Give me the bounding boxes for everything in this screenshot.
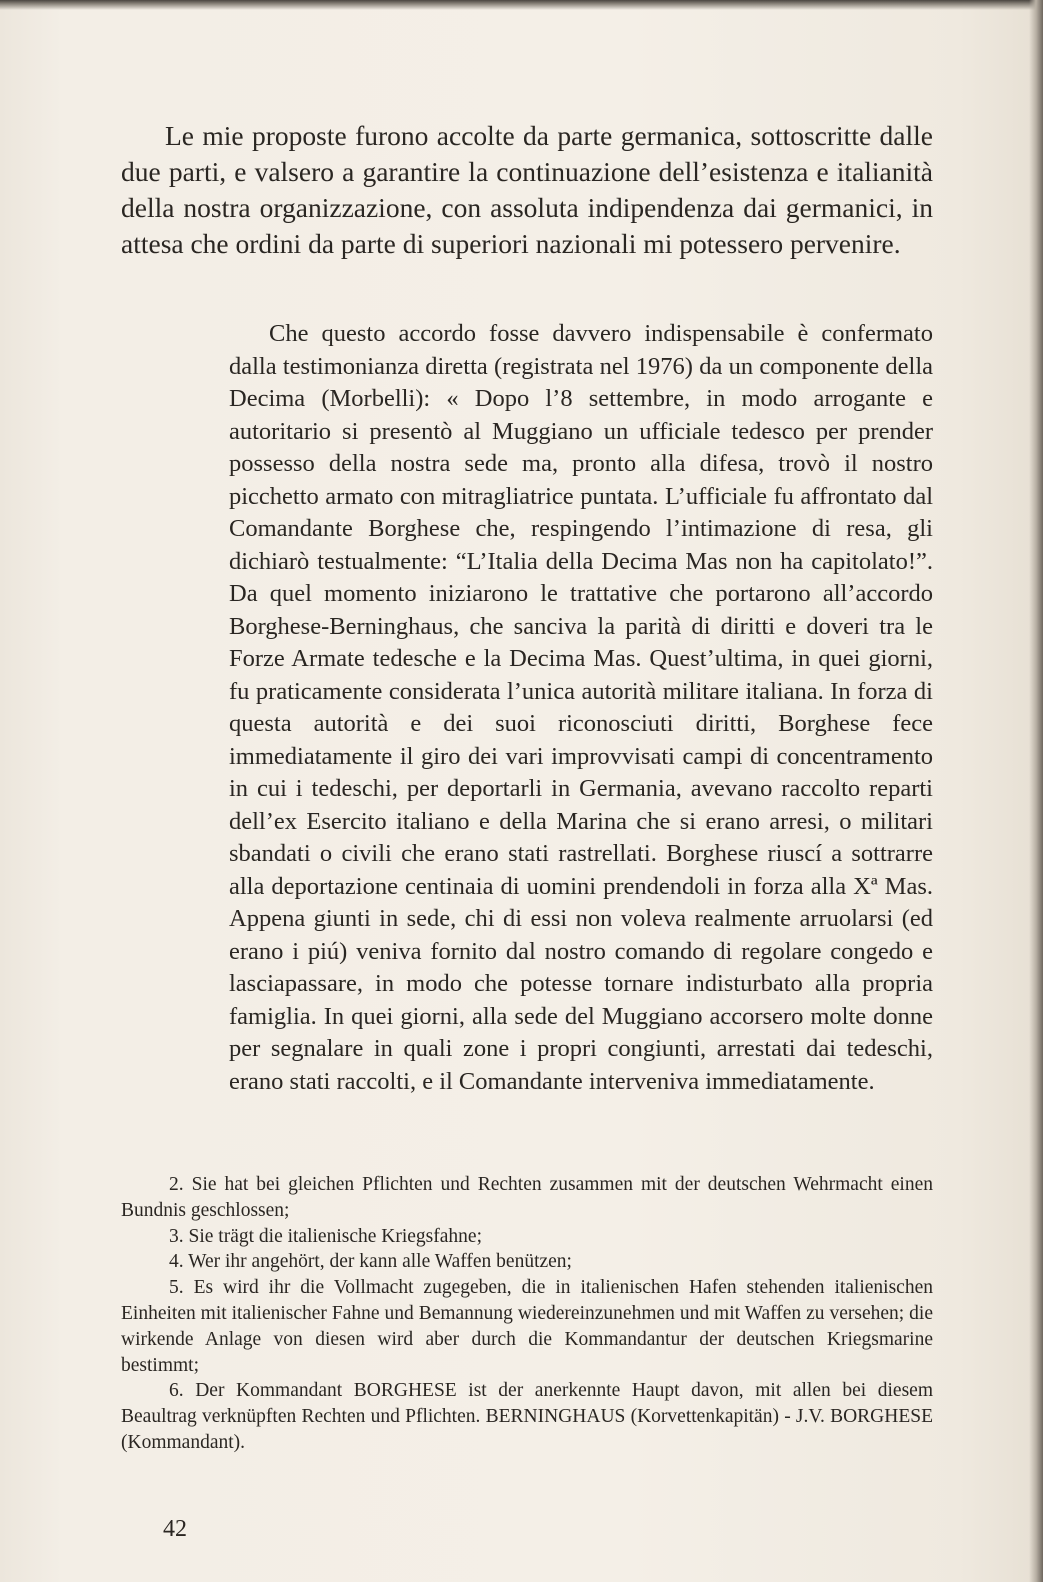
footnote-4: 4. Wer ihr angehört, der kann alle Waffen benützen;: [169, 1251, 572, 1273]
footnote-2: 2. Sie hat bei gleichen Pflichten und Rechten zusammen mit der deutschen Wehrmacht einen Bundnis geschlossen;: [121, 1174, 933, 1221]
footnote-5: 5. Es wird ihr die Vollmacht zugegeben, die in italienischen Hafen stehenden italienischen Einheiten mit italienischer Fahne und Bemannung wiedereinzunehmen und mit Waffen zu versehen; die wirkende Anlage von diesen wird aber durch die Kommandantur der deutschen Kriegsmarine bestimmt;: [121, 1277, 933, 1376]
main-paragraph: Le mie proposte furono accolte da parte germanica, sottoscritte dalle due parti, e valsero a garantire la continuazione dell’esistenza e italianità della nostra organizzazione, con assoluta indipendenza dai germanici, in attesa che ordini da parte di superiori nazionali mi potessero pervenire.: [121, 120, 933, 259]
page-top-shadow: [0, 0, 1043, 10]
footnote-3: 3. Sie trägt die italienische Kriegsfahne;: [169, 1225, 482, 1247]
footnote-6: 6. Der Kommandant BORGHESE ist der anerkennte Haupt davon, mit allen bei diesem Beaultrag verknüpften Rechten und Pflichten. BERNINGHAUS (Korvettenkapitän) - J.V. BORGHESE (Kommandant).: [121, 1380, 933, 1453]
page-right-shadow: [1029, 0, 1043, 1582]
footnotes: [121, 1172, 933, 1456]
page-number: 42: [163, 1516, 187, 1542]
quoted-testimony-paragraph: Che questo accordo fosse davvero indispensabile è confermato dalla testimonianza diretta (registrata nel 1976) da un componente della Decima (Morbelli): « Dopo l’8 settembre, in modo arrogante e autoritario si presentò al Muggiano un ufficiale tedesco per prender possesso della nostra sede ma, pronto alla difesa, trovò il nostro picchetto armato con mitragliatrice puntata. L’ufficiale fu affrontato dal Comandante Borghese che, respingendo l’intimazione di resa, gli dichiarò testualmente: “L’Italia della Decima Mas non ha capitolato!”. Da quel momento iniziarono le trattative che portarono all’accordo Borghese-Berninghaus, che sanciva la parità di diritti e doveri tra le Forze Armate tedesche e la Decima Mas. Quest’ultima, in quei giorni, fu praticamente considerata l’unica autorità militare italiana. In forza di questa autorità e dei suoi riconosciuti diritti, Borghese fece immediatamente il giro dei vari improvvisati campi di concentramento in cui i tedeschi, per deportarli in Germania, avevano raccolto reparti dell’ex Esercito italiano e della Marina che si erano arresi, o militari sbandati o civili che erano stati rastrellati. Borghese riuscí a sottrarre alla deportazione centinaia di uomini prendendoli in forza alla Xª Mas. Appena giunti in sede, chi di essi non voleva realmente arruolarsi (ed erano i piú) veniva fornito dal nostro comando di regolare congedo e lasciapassare, in modo che potesse tornare indisturbato alla propria famiglia. In quei giorni, alla sede del Muggiano accorsero molte donne per segnalare in quali zone i propri congiunti, arrestati dai tedeschi, erano stati raccolti, e il Comandante interveniva immediatamente.: [229, 320, 933, 1095]
